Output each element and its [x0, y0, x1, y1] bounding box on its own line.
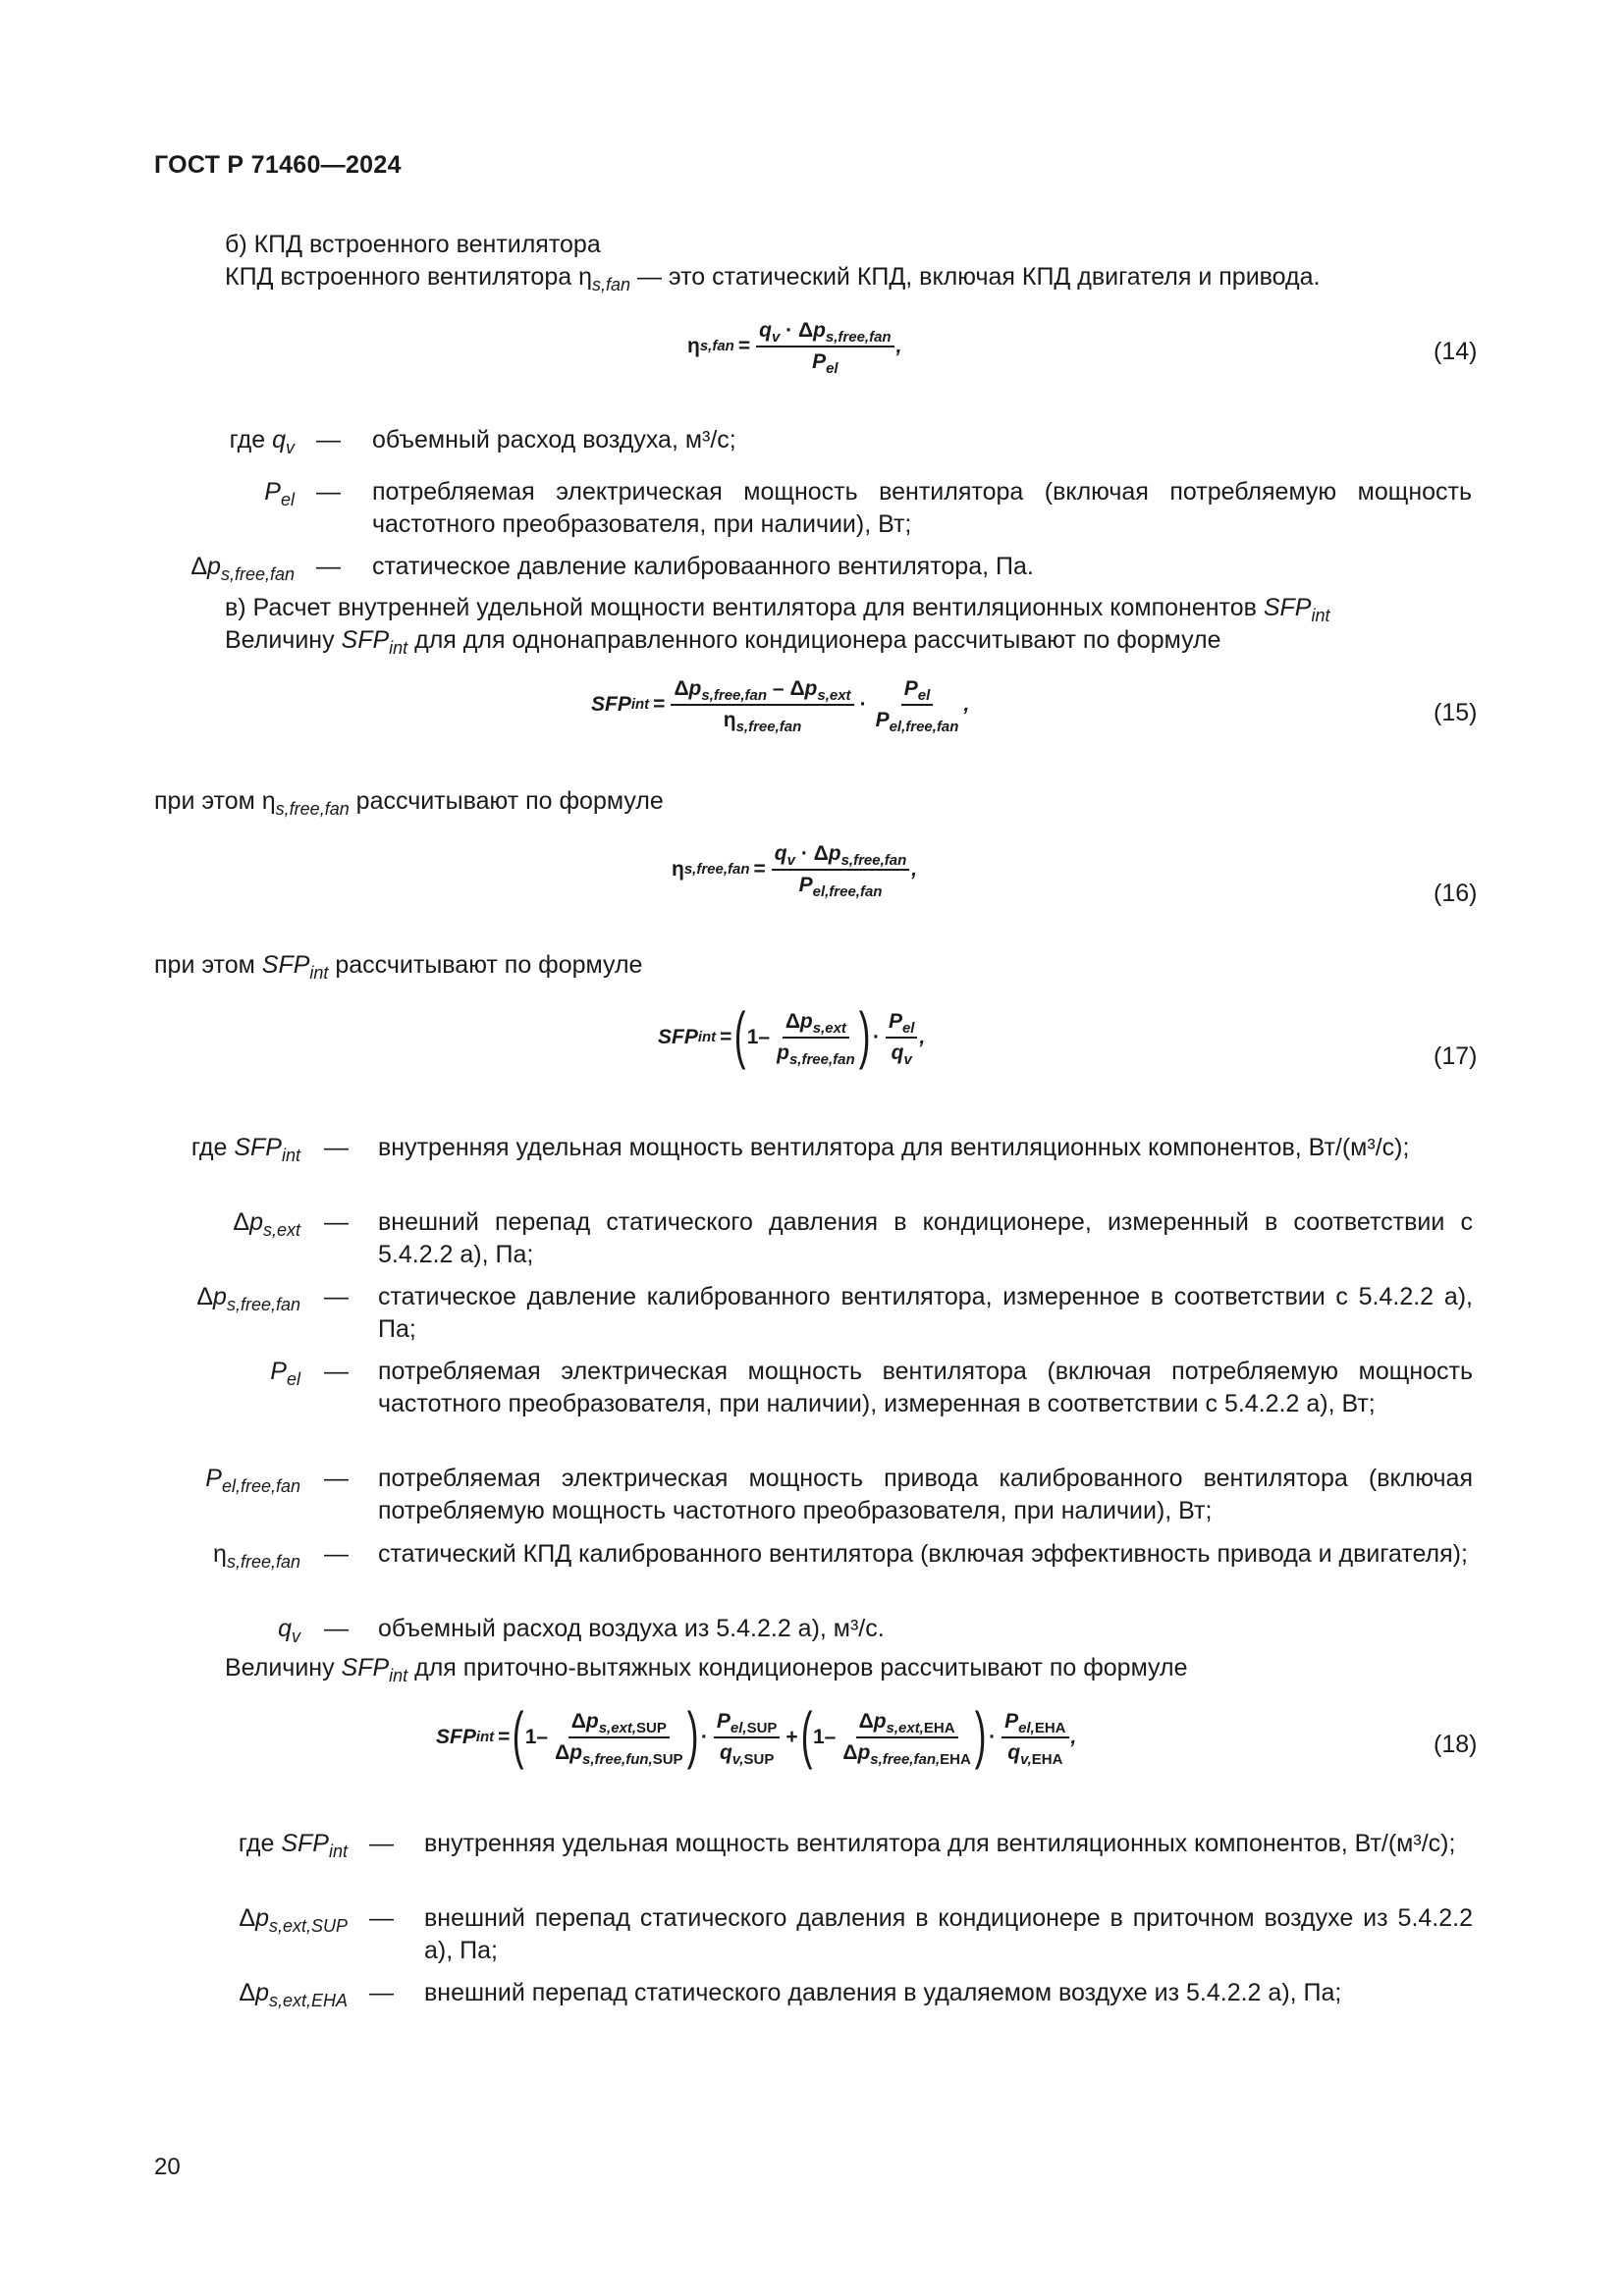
definition-description: объемный расход воздуха, м³/с; [372, 426, 736, 454]
definition-dash: — [316, 478, 341, 506]
definition-term: $P_{el}$ [264, 478, 295, 509]
definition-description: внешний перепад статического давления в кондиционере в приточном воздухе из 5.4.2.2 а), Па; [424, 1904, 1473, 1964]
definition-term: где $q_v$ [229, 426, 295, 457]
definition-description: объемный расход воздуха из 5.4.2.2 а), м³/с. [378, 1615, 885, 1642]
equation-number-18: (18) [1434, 1731, 1478, 1758]
definition-description: внутренняя удельная мощность вентилятора для вентиляционных компонентов, Вт/(м³/с); [378, 1134, 1410, 1161]
definition-term: $\Delta p_{s,ext}$ [233, 1208, 300, 1240]
definition-dash: — [324, 1208, 349, 1236]
sfp-intro-line: при этом $SFP_{int}$ рассчитывают по формуле [154, 951, 643, 983]
definition-term: $P_{el,free,fan}$ [205, 1465, 300, 1496]
equation-number-16: (16) [1434, 880, 1478, 907]
definition-term: $\Delta p_{s,ext,SUP}$ [239, 1904, 348, 1936]
definition-term: $\Delta p_{s,free,fan}$ [196, 1283, 300, 1314]
definition-description: потребляемая электрическая мощность вентилятора (включая потребляемую мощность частотного преобразователя, при наличии), измеренная в соответствии с 5.4.2.2 а), Вт; [378, 1358, 1473, 1417]
eta-intro-line: при этом $\eta_{s,free,fan}$ рассчитывают по формуле [154, 787, 664, 819]
definition-description: внешний перепад статического давления в удаляемом воздухе из 5.4.2.2 а), Па; [424, 1979, 1342, 2006]
definition-dash: — [324, 1134, 349, 1161]
definition-description: внутренняя удельная мощность вентилятора для вентиляционных компонентов, Вт/(м³/с); [424, 1830, 1456, 1857]
definition-description: статическое давление калиброванного вентилятора, измеренное в соответствии с 5.4.2.2 а), Па; [378, 1283, 1473, 1343]
section-v-line2: Величину $SFP_{int}$ для для однонаправленного кондиционера рассчитывают по формуле [225, 626, 1221, 658]
definition-term: где $SFP_{int}$ [238, 1830, 348, 1861]
formula-17: SFP int = ( 1– $\frac{\Delta p_{s,ext}}{p_{s,free,fan}}$ ) · $\frac{P_{el}}{q_v}$ , [658, 999, 926, 1070]
supply-exhaust-intro-line: Величину $SFP_{int}$ для приточно-вытяжных кондиционеров рассчитывают по формуле [225, 1654, 1188, 1685]
equation-number-14: (14) [1434, 338, 1478, 365]
equation-number-17: (17) [1434, 1042, 1478, 1070]
definition-term: $\Delta p_{s,free,fan}$ [190, 553, 295, 584]
definition-term: $q_v$ [278, 1615, 300, 1646]
section-b-title: б) КПД встроенного вентилятора [225, 231, 601, 258]
definition-dash: — [324, 1283, 349, 1310]
definition-description: внешний перепад статического давления в кондиционере, измеренный в соответствии с 5.4.2.2 а), Па; [378, 1208, 1473, 1268]
definition-term: $\eta_{s,free,fan}$ [213, 1540, 300, 1572]
definition-dash: — [324, 1358, 349, 1385]
formula-15: SFP int = $\frac{\Delta p_{s,free,fan} - \Delta p_{s,ext}}{\eta_{s,free,fan}}$ · $\frac{P_{el}}{P_{el,free,fan}}$ , [591, 677, 970, 735]
section-b-sentence: КПД встроенного вентилятора $\eta_{s,fan}$ — это статический КПД, включая КПД двигателя и привода. [225, 263, 1321, 294]
page-number: 20 [154, 2154, 181, 2180]
definition-dash: — [324, 1465, 349, 1492]
formula-14: η s,fan = $\frac{q_v \cdot \Delta p_{s,free,fan}}{P_{el}}$ , [687, 319, 902, 377]
definition-description: потребляемая электрическая мощность привода калиброванного вентилятора (включая потребляемую мощность частотного преобразователя, при наличии), Вт; [378, 1465, 1473, 1524]
formula-18: SFP int = ( 1– $\frac{\Delta p_{s,ext,SUP}}{\Delta p_{s,free,fun,SUP}}$ ) · $\frac{P_{el,SUP}}{q_{v,SUP}}$ + ( 1– $\frac{\Delta p_{s,ext,EHA}}{\Delta p_{s,free,fan,EHA}}$ ) · $\frac{P_{el,EHA}}{q_{v,EHA}}$ , [436, 1699, 1077, 1770]
definition-description: статическое давление калиброваанного вентилятора, Па. [372, 553, 1034, 580]
section-v-title: в) Расчет внутренней удельной мощности вентилятора для вентиляционных компонентов $SFP_{int}$ [225, 594, 1330, 625]
definition-description: статический КПД калиброванного вентилятора (включая эффективность привода и двигателя); [378, 1540, 1468, 1568]
definition-dash: — [324, 1540, 349, 1568]
definition-dash: — [369, 1830, 394, 1857]
definition-dash: — [324, 1615, 349, 1642]
formula-16: η s,free,fan = $\frac{q_v \cdot \Delta p_{s,free,fan}}{P_{el,free,fan}}$ , [672, 842, 918, 900]
equation-number-15: (15) [1434, 699, 1478, 726]
document-code-header: ГОСТ Р 71460—2024 [154, 151, 402, 179]
definition-term: где $SFP_{int}$ [190, 1134, 300, 1165]
definition-dash: — [316, 426, 341, 454]
definition-description: потребляемая электрическая мощность вентилятора (включая потребляемую мощность частотного преобразователя, при наличии), Вт; [372, 478, 1472, 538]
definition-dash: — [316, 553, 341, 580]
definition-dash: — [369, 1979, 394, 2006]
definition-dash: — [369, 1904, 394, 1932]
definition-term: $\Delta p_{s,ext,EHA}$ [239, 1979, 348, 2010]
definition-term: $P_{el}$ [270, 1358, 300, 1389]
